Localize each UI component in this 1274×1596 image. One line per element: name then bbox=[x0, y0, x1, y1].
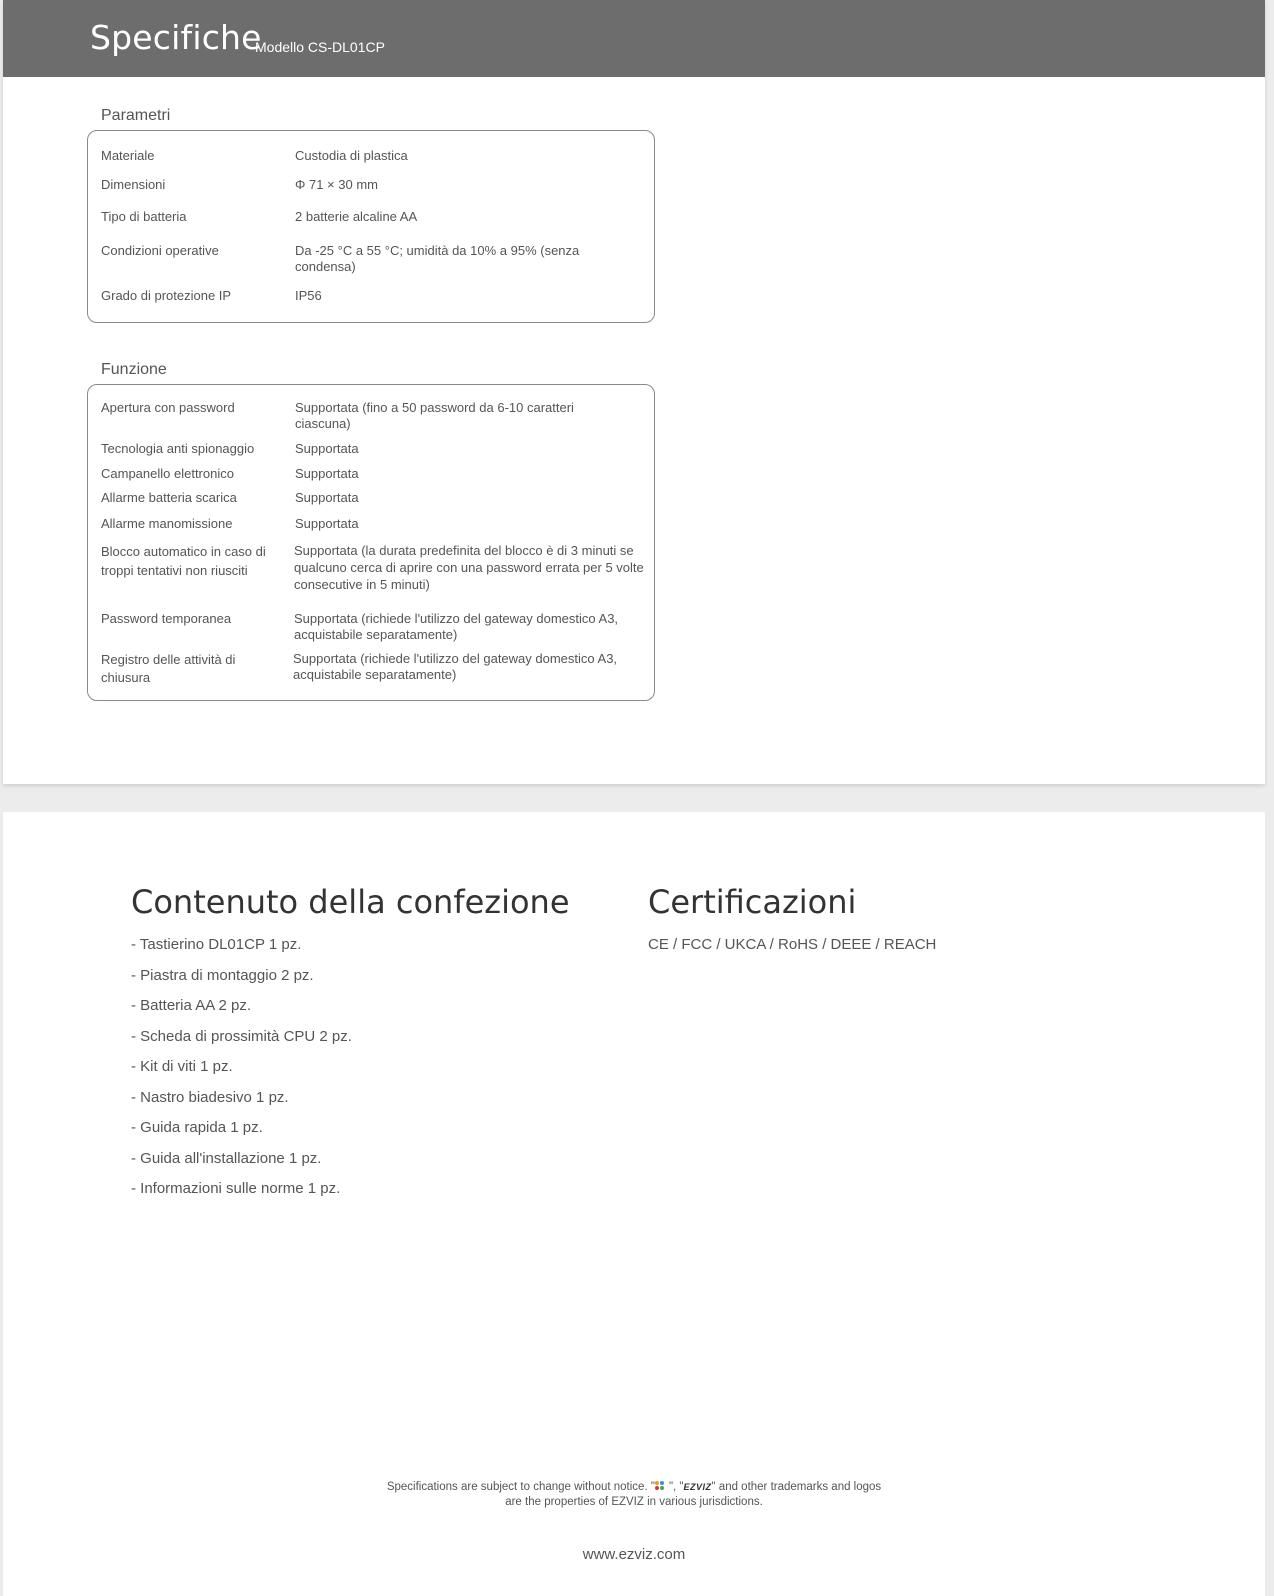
certifications-title: Certificazioni bbox=[648, 883, 857, 921]
param-label: Condizioni operative bbox=[101, 243, 219, 258]
param-label: Tipo di batteria bbox=[101, 209, 187, 224]
list-item: - Guida all'installazione 1 pz. bbox=[131, 1150, 322, 1167]
param-value: Da -25 °C a 55 °C; umidità da 10% a 95% (senza condensa) bbox=[295, 243, 580, 274]
param-label: Grado di protezione IP bbox=[101, 288, 232, 303]
function-label: Allarme manomissione bbox=[101, 516, 233, 531]
ezviz-logo-icon bbox=[655, 1481, 669, 1492]
notice-text: Specifications are subject to change without notice. " bbox=[386, 1481, 655, 1493]
list-item: - Nastro biadesivo 1 pz. bbox=[131, 1089, 289, 1106]
param-label: Dimensioni bbox=[101, 177, 166, 192]
funzione-title: Funzione bbox=[101, 361, 167, 378]
function-value: Supportata bbox=[295, 441, 359, 456]
list-item: - Tastierino DL01CP 1 pz. bbox=[131, 936, 302, 953]
param-label: Materiale bbox=[101, 148, 155, 163]
list-item: - Batteria AA 2 pz. bbox=[131, 997, 252, 1014]
function-value: Supportata bbox=[295, 466, 359, 481]
function-label: Apertura con password bbox=[101, 400, 235, 415]
notice-text: " and other trademarks and logos bbox=[711, 1481, 882, 1493]
parametri-title: Parametri bbox=[101, 107, 171, 124]
notice-text: ", " bbox=[668, 1481, 684, 1493]
function-label: Campanello elettronico bbox=[101, 466, 234, 481]
function-value: Supportata (richiede l'utilizzo del gateway domestico A3, acquistabile separatamente) bbox=[294, 611, 619, 642]
function-value: Supportata (la durata predefinita del blocco è di 3 minuti se qualcuno cerca di aprire con una password errata per 5 volte consecutive in 5 minuti) bbox=[294, 543, 644, 592]
function-value: Supportata bbox=[295, 516, 359, 531]
package-page bbox=[3, 812, 1265, 1596]
funzione-table bbox=[87, 384, 655, 701]
notice-line-2: are the properties of EZVIZ in various jurisdictions. bbox=[505, 1496, 763, 1508]
function-label: Registro delle attività di chiusura bbox=[101, 652, 236, 685]
function-label: Blocco automatico in caso di troppi tentativi non riusciti bbox=[101, 544, 266, 578]
function-label: Tecnologia anti spionaggio bbox=[101, 441, 255, 456]
model-label: Modello CS-DL01CP bbox=[255, 39, 385, 55]
param-value: 2 batterie alcaline AA bbox=[295, 209, 418, 224]
parametri-table bbox=[87, 130, 655, 323]
function-value: Supportata bbox=[295, 490, 359, 505]
ezviz-wordmark: EZVIZ bbox=[683, 1482, 712, 1492]
list-item: - Guida rapida 1 pz. bbox=[131, 1119, 263, 1136]
list-item: - Kit di viti 1 pz. bbox=[131, 1058, 233, 1075]
package-title: Contenuto della confezione bbox=[131, 883, 570, 921]
list-item: - Scheda di prossimità CPU 2 pz. bbox=[131, 1028, 352, 1045]
certifications-list: CE / FCC / UKCA / RoHS / DEEE / REACH bbox=[648, 936, 937, 953]
param-value: IP56 bbox=[295, 288, 322, 303]
function-value: Supportata (richiede l'utilizzo del gateway domestico A3, acquistabile separatamente) bbox=[293, 651, 618, 682]
website-link[interactable]: www.ezviz.com bbox=[582, 1546, 686, 1563]
spec-page bbox=[3, 0, 1265, 784]
page-title: Specifiche bbox=[90, 18, 262, 57]
notice-line-1 bbox=[3, 1480, 1265, 1495]
spec-header bbox=[3, 0, 1265, 77]
function-value: Supportata (fino a 50 password da 6-10 caratteri ciascuna) bbox=[295, 400, 574, 431]
param-value: Φ 71 × 30 mm bbox=[295, 177, 378, 192]
param-value: Custodia di plastica bbox=[295, 148, 408, 163]
function-label: Allarme batteria scarica bbox=[101, 490, 237, 505]
list-item: - Informazioni sulle norme 1 pz. bbox=[131, 1180, 341, 1197]
trademark-notice bbox=[3, 1480, 1265, 1510]
function-label: Password temporanea bbox=[101, 611, 232, 626]
list-item: - Piastra di montaggio 2 pz. bbox=[131, 967, 314, 984]
